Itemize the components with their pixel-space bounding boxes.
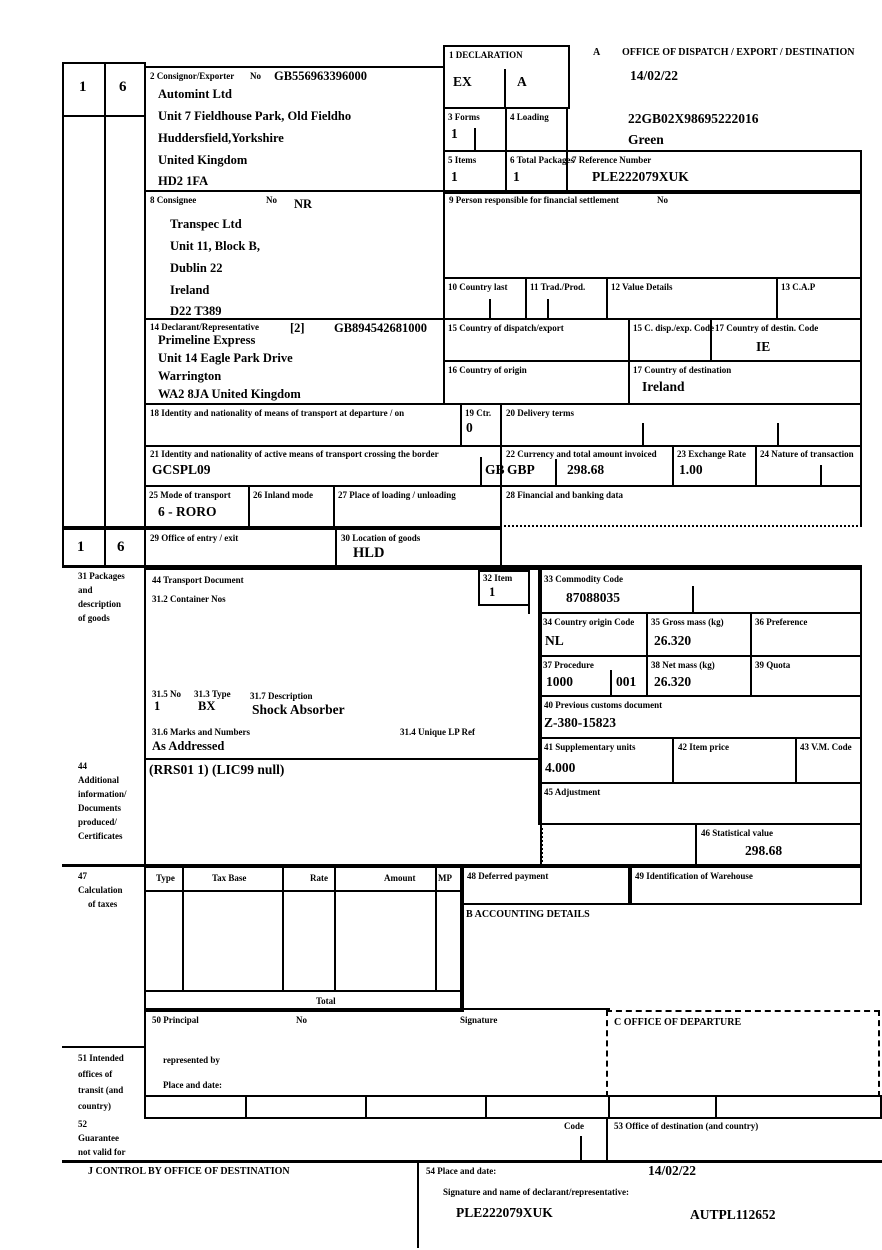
consignor-line: Huddersfield,Yorkshire <box>158 131 284 145</box>
box-19-label: 19 Ctr. <box>465 408 492 418</box>
box-3-forms <box>443 107 507 152</box>
statistical-value: 298.68 <box>745 843 783 858</box>
declarant-eori: GB894542681000 <box>334 321 428 335</box>
box-16-country-origin <box>443 360 630 405</box>
box-43-label: 43 V.M. Code <box>800 742 852 752</box>
representative-code: [2] <box>290 321 305 335</box>
box-19-container <box>460 403 502 447</box>
box-54-date: 14/02/22 <box>648 1163 697 1178</box>
box-7-reference-number <box>566 150 862 194</box>
container-value: 0 <box>466 420 473 435</box>
copy-number-right: 6 <box>119 79 127 95</box>
box-37-label: 37 Procedure <box>543 660 594 670</box>
box-50-place-date-label: Place and date: <box>163 1080 222 1090</box>
box-44-label-line: Additional <box>78 775 120 785</box>
copy-number-right: 6 <box>117 539 125 555</box>
box-17-country-destination <box>628 360 862 405</box>
divider <box>489 299 491 318</box>
consignee-line: Unit 11, Block B, <box>170 239 260 253</box>
box-31-label-line: description <box>78 599 122 609</box>
destination-value: Ireland <box>642 379 685 394</box>
box-12-label: 12 Value Details <box>611 282 673 292</box>
total-packages-value: 1 <box>513 169 520 184</box>
tax-header-tax-base: Tax Base <box>212 873 247 883</box>
box-13-cap <box>776 277 862 320</box>
box-49-label: 49 Identification of Warehouse <box>635 871 753 881</box>
box-42-item-price <box>672 737 797 784</box>
tax-header-type: Type <box>156 873 175 883</box>
box-38-net-mass <box>646 655 752 697</box>
box-c-label: C OFFICE OF DEPARTURE <box>614 1017 742 1028</box>
box-30-location-goods <box>335 528 502 567</box>
box-40-label: 40 Previous customs document <box>544 700 663 710</box>
marks-numbers-value: As Addressed <box>152 739 225 753</box>
divider <box>64 115 144 117</box>
consignor-line: United Kingdom <box>158 153 248 167</box>
box-46-statistical-value <box>695 823 862 866</box>
box-15c-label: 15 C. disp./exp. Code <box>633 323 715 333</box>
box-29-label: 29 Office of entry / exit <box>150 533 239 543</box>
active-transport-nationality: GB <box>485 462 505 477</box>
box-34-label: 34 Country origin Code <box>543 617 635 627</box>
box-9-financial-settlement <box>443 190 862 279</box>
box-31-3-label: 31.3 Type <box>194 689 231 699</box>
box-21-label: 21 Identity and nationality of active means of transport crossing the border <box>150 449 439 459</box>
divider <box>182 868 184 990</box>
divider <box>580 1136 582 1162</box>
box-17c-label: 17 Country of destin. Code <box>715 323 819 333</box>
box-45-label: 45 Adjustment <box>544 787 601 797</box>
box-10-country-last <box>443 277 527 320</box>
box-30-label: 30 Location of goods <box>341 533 421 543</box>
box-24-nature-transaction <box>755 445 862 487</box>
tax-header-amount: Amount <box>384 873 416 883</box>
box-44t-label: 44 Transport Document <box>152 575 244 585</box>
box-47-label-line: of taxes <box>88 899 118 909</box>
section-divider <box>62 1160 882 1163</box>
box-31-5-label: 31.5 No <box>152 689 181 699</box>
box-27-label: 27 Place of loading / unloading <box>338 490 456 500</box>
box-13-label: 13 C.A.P <box>781 282 816 292</box>
consignor-line: Unit 7 Fieldhouse Park, Old Fieldho <box>158 109 352 123</box>
box-51-label-line: 51 Intended <box>78 1053 124 1063</box>
currency-value: GBP <box>507 462 535 477</box>
box-32-label: 32 Item <box>483 573 513 583</box>
consignor-line: Automint Ltd <box>158 87 232 101</box>
box-36-label: 36 Preference <box>755 617 808 627</box>
divider <box>282 868 284 990</box>
box-50-label: 50 Principal <box>152 1015 199 1025</box>
consignee-line: Ireland <box>170 283 210 297</box>
box-j-control-label: J CONTROL BY OFFICE OF DESTINATION <box>88 1166 290 1177</box>
box-24-label: 24 Nature of transaction <box>760 449 854 459</box>
box-54-label: 54 Place and date: <box>426 1166 497 1176</box>
divider <box>606 1117 608 1162</box>
box-26-label: 26 Inland mode <box>253 490 314 500</box>
divider <box>474 128 476 150</box>
box-41-supplementary-units <box>538 737 674 784</box>
box-52-label-line: 52 <box>78 1119 87 1129</box>
box-39-quota <box>750 655 862 697</box>
box-11-trad-prod <box>525 277 608 320</box>
reference-number-value: PLE222079XUK <box>592 169 689 184</box>
box-8-no-label: No <box>266 195 277 205</box>
box-44-label-line: information/ <box>78 789 127 799</box>
net-mass-value: 26.320 <box>654 674 692 689</box>
tax-header-rate: Rate <box>310 873 328 883</box>
box-1-declaration <box>443 45 570 109</box>
routing-indicator: Green <box>628 132 664 147</box>
divider <box>480 457 482 485</box>
box-8-consignee <box>144 190 445 320</box>
box-49-warehouse-id <box>628 866 862 905</box>
divider <box>104 64 106 526</box>
box-36-preference <box>750 612 862 657</box>
box-5-items <box>443 150 507 194</box>
box-14-label: 14 Declarant/Representative <box>150 322 260 332</box>
box-47-label-line: Calculation <box>78 885 123 895</box>
box-44-label-line: produced/ <box>78 817 117 827</box>
box-3-label: 3 Forms <box>448 112 480 122</box>
divider <box>146 890 462 892</box>
divider <box>144 1008 146 1097</box>
package-type-value: BX <box>198 699 216 713</box>
divider <box>528 604 530 614</box>
divider <box>144 1008 610 1010</box>
box-10-label: 10 Country last <box>448 282 508 292</box>
divider <box>777 423 779 445</box>
declaration-subtype: A <box>517 74 527 89</box>
divider <box>610 670 612 695</box>
tax-total-label: Total <box>316 996 336 1006</box>
box-18-label: 18 Identity and nationality of means of transport at departure / on <box>150 408 405 418</box>
box-31-7-label: 31.7 Description <box>250 691 313 701</box>
box-9-no-label: No <box>657 195 668 205</box>
box-53-label: 53 Office of destination (and country) <box>614 1121 759 1131</box>
box-22-label: 22 Currency and total amount invoiced <box>506 449 657 459</box>
box-17-label: 17 Country of destination <box>633 365 732 375</box>
divider <box>547 299 549 318</box>
divider <box>334 868 336 990</box>
divider <box>417 1160 419 1248</box>
box-23-label: 23 Exchange Rate <box>677 449 746 459</box>
box-28-financial-banking <box>500 485 862 527</box>
divider <box>715 1097 717 1117</box>
box-51-label-line: offices of <box>78 1069 113 1079</box>
movement-reference-number: 22GB02X98695222016 <box>628 111 759 126</box>
consignor-eori: GB556963396000 <box>274 69 368 83</box>
statistical-value-dotted-area <box>541 823 697 866</box>
box-33-commodity-code <box>538 568 862 614</box>
declarant-line: Unit 14 Eagle Park Drive <box>158 351 293 365</box>
box-7-label: 7 Reference Number <box>572 155 652 165</box>
divider <box>435 868 437 990</box>
box-20-delivery-terms <box>500 403 862 447</box>
invoice-amount-value: 298.68 <box>567 462 605 477</box>
box-23-exchange-rate <box>672 445 757 487</box>
box-50-signature-label: Signature <box>460 1015 498 1025</box>
divider <box>62 1046 146 1048</box>
procedure-value-2: 001 <box>616 674 637 689</box>
box-22-currency-amount <box>500 445 674 487</box>
box-46-label: 46 Statistical value <box>701 828 773 838</box>
box-16-label: 16 Country of origin <box>448 365 527 375</box>
box-21-active-transport <box>144 445 505 487</box>
box-35-gross-mass <box>646 612 752 657</box>
box-50-represented-label: represented by <box>163 1055 220 1065</box>
box-31-label-line: 31 Packages <box>78 571 125 581</box>
box-32-item <box>478 570 530 606</box>
declarant-line: Primeline Express <box>158 333 256 347</box>
box-6-total-packages <box>505 150 575 194</box>
box-48-label: 48 Deferred payment <box>467 871 549 881</box>
box-44-label-line: Certificates <box>78 831 123 841</box>
box-14-declarant <box>144 318 445 405</box>
box-15c-dispatch-code <box>628 318 715 362</box>
box-27-place-loading <box>333 485 502 528</box>
box-a-letter: A <box>593 47 601 58</box>
additional-info-value: (RRS01 1) (LIC99 null) <box>149 762 285 777</box>
box-51-label-line: transit (and <box>78 1085 124 1095</box>
divider <box>608 1097 610 1117</box>
divider <box>245 1097 247 1117</box>
box-39-label: 39 Quota <box>755 660 791 670</box>
item-number-value: 1 <box>489 585 496 599</box>
box-31-label-line: and <box>78 585 93 595</box>
box-28-label: 28 Financial and banking data <box>506 490 624 500</box>
transit-offices-grid <box>144 1095 882 1119</box>
copy-number-left: 1 <box>79 79 87 95</box>
consignee-line: D22 T389 <box>170 304 222 318</box>
box-34-country-origin-code <box>538 612 648 657</box>
divider <box>485 1097 487 1117</box>
box-35-label: 35 Gross mass (kg) <box>651 617 724 627</box>
box-15-country-dispatch <box>443 318 630 362</box>
box-48-deferred-payment <box>460 866 632 905</box>
commodity-code-value: 87088035 <box>566 590 620 605</box>
box-47-label-line: 47 <box>78 871 87 881</box>
box-b-accounting-label: B ACCOUNTING DETAILS <box>466 909 590 920</box>
box-38-label: 38 Net mass (kg) <box>651 660 715 670</box>
origin-code-value: NL <box>545 633 564 648</box>
divider <box>820 465 822 485</box>
box-44-additional-info <box>144 758 542 866</box>
box-50-no-label: No <box>296 1015 307 1025</box>
box-2-label: 2 Consignor/Exporter <box>150 71 235 81</box>
box-31-2-container-label: 31.2 Container Nos <box>152 594 226 604</box>
box-2-no-label: No <box>250 71 261 81</box>
consignee-eori: NR <box>294 197 313 211</box>
exchange-rate-value: 1.00 <box>679 462 703 477</box>
box-25-mode-transport <box>144 485 250 528</box>
goods-description-value: Shock Absorber <box>252 702 345 717</box>
box-52-code-label: Code <box>564 1121 584 1131</box>
declarant-line: WA2 8JA United Kingdom <box>158 387 301 401</box>
divider <box>365 1097 367 1117</box>
box-54-signature-label: Signature and name of declarant/representative: <box>443 1187 629 1197</box>
box-12-value-details <box>606 277 778 320</box>
box-52-label-line: Guarantee <box>78 1133 119 1143</box>
box-44-label-line: 44 <box>78 761 87 771</box>
box-15-label: 15 Country of dispatch/export <box>448 323 564 333</box>
box-a-title: OFFICE OF DISPATCH / EXPORT / DESTINATION <box>622 47 855 58</box>
previous-document-value: Z-380-15823 <box>544 715 616 730</box>
procedure-value: 1000 <box>546 674 573 689</box>
items-value: 1 <box>451 169 458 184</box>
box-52-label-line: not valid for <box>78 1147 126 1157</box>
box-9-label: 9 Person responsible for financial settlement <box>449 195 619 205</box>
box-31-4-label: 31.4 Unique LP Ref <box>400 727 476 737</box>
dispatch-date: 14/02/22 <box>630 68 679 83</box>
box-5-label: 5 Items <box>448 155 477 165</box>
box-4-label: 4 Loading <box>510 112 549 122</box>
divider <box>504 69 506 107</box>
copy-number-left: 1 <box>77 539 85 555</box>
box-51-label-line: country) <box>78 1101 111 1111</box>
box-2-consignor <box>144 66 445 192</box>
divider <box>692 586 694 612</box>
active-transport-id: GCSPL09 <box>152 462 211 477</box>
supplementary-units-value: 4.000 <box>545 760 576 775</box>
consignee-line: Transpec Ltd <box>170 217 242 231</box>
divider <box>146 990 462 992</box>
box-45-adjustment <box>538 782 862 825</box>
consignee-line: Dublin 22 <box>170 261 223 275</box>
copy-number-box-2 <box>62 528 146 567</box>
box-17c-destination-code <box>710 318 862 362</box>
box-43-vm-code <box>795 737 862 784</box>
box-1-label: 1 DECLARATION <box>449 50 523 60</box>
consignor-line: HD2 1FA <box>158 174 209 188</box>
forms-value: 1 <box>451 126 458 141</box>
copy-number-column <box>62 62 146 528</box>
box-33-label: 33 Commodity Code <box>544 574 623 584</box>
box-42-label: 42 Item price <box>678 742 729 752</box>
box-37-procedure <box>538 655 648 697</box>
box-6-label: 6 Total Packages <box>510 155 575 165</box>
declarant-line: Warrington <box>158 369 222 383</box>
tax-header-mp: MP <box>438 873 452 883</box>
location-goods-value: HLD <box>353 545 385 561</box>
box-31-6-label: 31.6 Marks and Numbers <box>152 727 251 737</box>
mode-transport-value: 6 - RORO <box>158 504 217 519</box>
divider <box>104 530 106 565</box>
box-29-office-entry-exit <box>144 528 337 567</box>
box-25-label: 25 Mode of transport <box>149 490 231 500</box>
tax-calculation-table <box>144 866 464 1012</box>
box-18-transport-departure <box>144 403 462 447</box>
box-c-office-of-departure <box>606 1010 880 1097</box>
box-40-previous-document <box>538 695 862 739</box>
box-8-label: 8 Consignee <box>150 195 197 205</box>
divider <box>642 423 644 445</box>
destination-code-value: IE <box>756 339 771 354</box>
declaration-type: EX <box>453 74 472 89</box>
box-4-loading <box>505 107 568 152</box>
divider <box>460 903 462 1010</box>
gross-mass-value: 26.320 <box>654 633 692 648</box>
box-44-label-line: Documents <box>78 803 121 813</box>
box-41-label: 41 Supplementary units <box>544 742 636 752</box>
package-count-value: 1 <box>154 699 161 713</box>
box-20-label: 20 Delivery terms <box>506 408 574 418</box>
declarant-reference: PLE222079XUK <box>456 1205 553 1220</box>
box-31-label-line: of goods <box>78 613 110 623</box>
box-11-label: 11 Trad./Prod. <box>530 282 586 292</box>
authorisation-number: AUTPL112652 <box>690 1207 776 1222</box>
box-26-inland-mode <box>248 485 335 528</box>
divider <box>555 459 557 485</box>
